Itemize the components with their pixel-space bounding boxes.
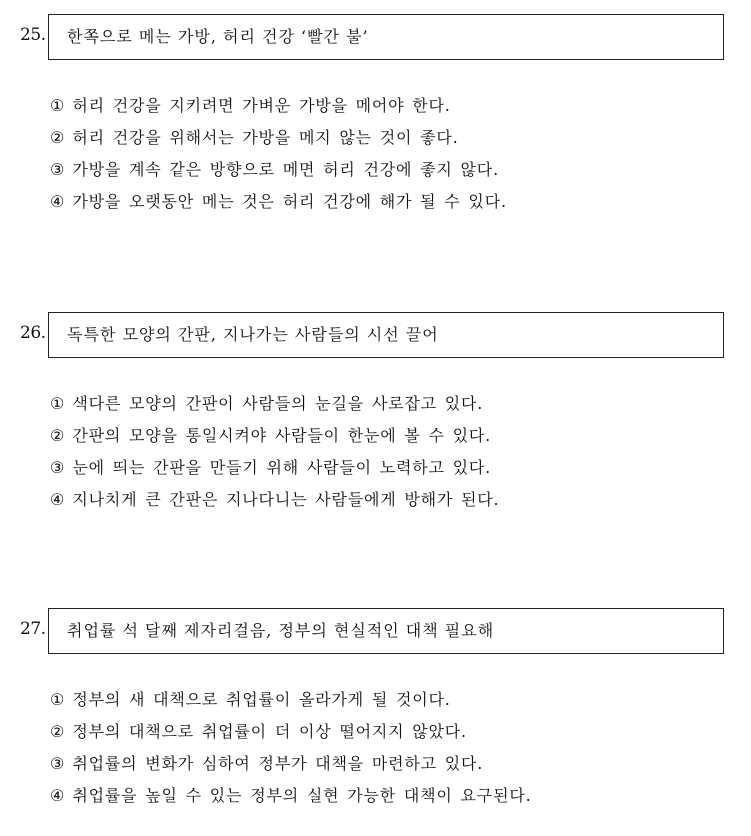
option-text: 취업률을 높일 수 있는 정부의 실현 가능한 대책이 요구된다. [72,786,532,805]
option-marker: ③ [50,160,65,179]
option-text: 정부의 대책으로 취업률이 더 이상 떨어지지 않았다. [72,722,467,741]
question-number: 26. [20,323,46,343]
question-number: 27. [20,619,46,639]
headline-box [48,14,724,60]
option-text: 눈에 띄는 간판을 만들기 위해 사람들이 노력하고 있다. [72,458,492,477]
headline-text: 취업률 석 달째 제자리걸음, 정부의 현실적인 대책 필요해 [67,621,495,640]
option-marker: ④ [50,786,65,805]
option-text: 취업률의 변화가 심하여 정부가 대책을 마련하고 있다. [72,754,484,773]
answer-options [50,394,499,522]
option-text: 가방을 계속 같은 방향으로 메면 허리 건강에 좋지 않다. [72,160,499,179]
option-marker: ③ [50,754,65,773]
option-1[interactable] [50,690,531,722]
option-4[interactable] [50,192,507,224]
option-marker: ② [50,128,65,147]
option-marker: ③ [50,458,65,477]
option-text: 색다른 모양의 간판이 사람들의 눈길을 사로잡고 있다. [72,394,484,413]
option-2[interactable] [50,128,507,160]
option-marker: ② [50,722,65,741]
option-marker: ① [50,394,65,413]
headline-text: 한쪽으로 메는 가방, 허리 건강 ‘빨간 불’ [67,27,369,46]
headline-box [48,312,724,358]
headline-box [48,608,724,654]
option-1[interactable] [50,96,507,128]
option-3[interactable] [50,160,507,192]
option-1[interactable] [50,394,499,426]
option-text: 지나치게 큰 간판은 지나다니는 사람들에게 방해가 된다. [72,490,500,509]
answer-options [50,96,507,224]
option-marker: ④ [50,192,65,211]
option-text: 간판의 모양을 통일시켜야 사람들이 한눈에 볼 수 있다. [72,426,492,445]
option-text: 허리 건강을 지키려면 가벼운 가방을 메어야 한다. [72,96,451,115]
answer-options [50,690,531,818]
option-marker: ④ [50,490,65,509]
option-marker: ② [50,426,65,445]
option-3[interactable] [50,754,531,786]
option-text: 허리 건강을 위해서는 가방을 메지 않는 것이 좋다. [72,128,459,147]
option-4[interactable] [50,786,531,818]
option-3[interactable] [50,458,499,490]
option-marker: ① [50,690,65,709]
option-2[interactable] [50,722,531,754]
headline-text: 독특한 모양의 간판, 지나가는 사람들의 시선 끌어 [67,325,439,344]
option-2[interactable] [50,426,499,458]
option-text: 정부의 새 대책으로 취업률이 올라가게 될 것이다. [72,690,451,709]
question-number: 25. [20,25,46,45]
option-4[interactable] [50,490,499,522]
option-marker: ① [50,96,65,115]
option-text: 가방을 오랫동안 메는 것은 허리 건강에 해가 될 수 있다. [72,192,507,211]
